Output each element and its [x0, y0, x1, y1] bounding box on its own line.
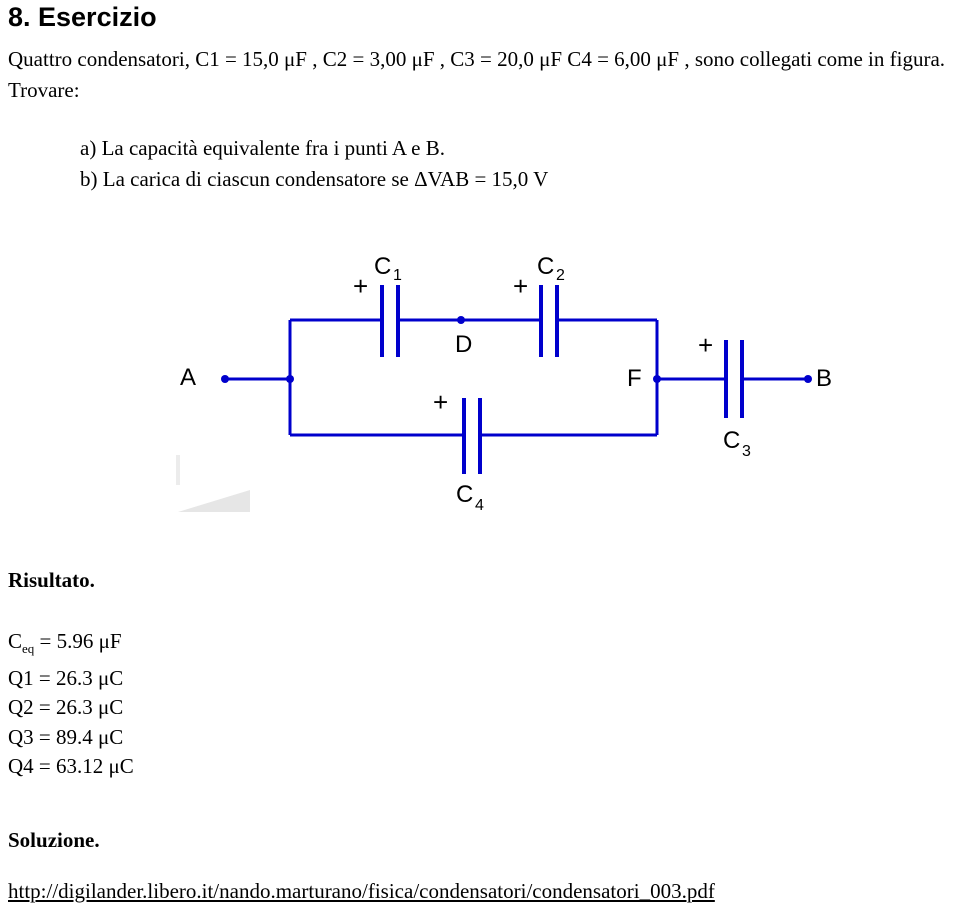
result-ceq — [8, 627, 134, 664]
plus-c1: + — [353, 271, 369, 301]
result-q1: Q1 = 26.3 μC — [8, 665, 124, 690]
label-a: A — [180, 364, 197, 391]
c2-plate-left — [539, 285, 543, 357]
circuit-diagram — [0, 240, 960, 530]
node-f — [653, 375, 661, 383]
c3-plate-left — [724, 340, 728, 418]
problem-statement: Quattro condensatori, C1 = 15,0 μF , C2 = 3,00 μF , C3 = 20,0 μF C4 = 6,00 μF , sono collegati come in figura. Trovare: — [8, 47, 946, 102]
ceq-subscript: eq — [22, 641, 35, 657]
label-b: B — [816, 365, 833, 392]
solution-heading: Soluzione. — [8, 828, 100, 852]
c4-plate-left — [462, 398, 466, 474]
label-d: D — [455, 331, 473, 358]
label-c4-sub: 4 — [475, 497, 484, 514]
results-list — [8, 627, 134, 782]
result-q3: Q3 = 89.4 μC — [8, 724, 124, 749]
task-list — [80, 133, 548, 195]
results-heading: Risultato. — [8, 568, 95, 592]
node-b — [804, 375, 812, 383]
c1-plate-left — [380, 285, 384, 357]
plus-c4: + — [433, 387, 449, 417]
result-q2: Q2 = 26.3 μC — [8, 695, 124, 720]
ceq-symbol: C — [8, 629, 23, 653]
plus-c3: + — [698, 330, 714, 360]
c2-plate-right — [555, 285, 559, 357]
exercise-title: 8. Esercizio — [8, 2, 157, 32]
label-c2-sub: 2 — [556, 267, 565, 284]
watermark-bar — [176, 455, 180, 485]
solution-link[interactable]: http://digilander.libero.it/nando.marturano/fisica/condensatori/condensatori_003.pdf — [8, 879, 715, 903]
c4-plate-right — [478, 398, 482, 474]
result-q4: Q4 = 63.12 μC — [8, 754, 134, 779]
label-c3: C — [723, 427, 741, 454]
node-d — [457, 316, 465, 324]
node-left-junction — [286, 375, 294, 383]
c1-plate-right — [396, 285, 400, 357]
task-a: a) La capacità equivalente fra i punti A e B. — [80, 136, 446, 160]
plus-c2: + — [513, 271, 529, 301]
label-c3-sub: 3 — [742, 443, 751, 460]
label-c2: C — [537, 253, 555, 280]
watermark-shape — [178, 490, 250, 512]
label-f: F — [627, 365, 642, 392]
label-c4: C — [456, 481, 474, 508]
c3-plate-right — [740, 340, 744, 418]
task-b: b) La carica di ciascun condensatore se ΔVAB = 15,0 V — [80, 167, 549, 191]
label-c1-sub: 1 — [393, 267, 402, 284]
label-c1: C — [374, 253, 392, 280]
node-a — [221, 375, 229, 383]
ceq-value: = 5.96 μF — [34, 629, 122, 653]
